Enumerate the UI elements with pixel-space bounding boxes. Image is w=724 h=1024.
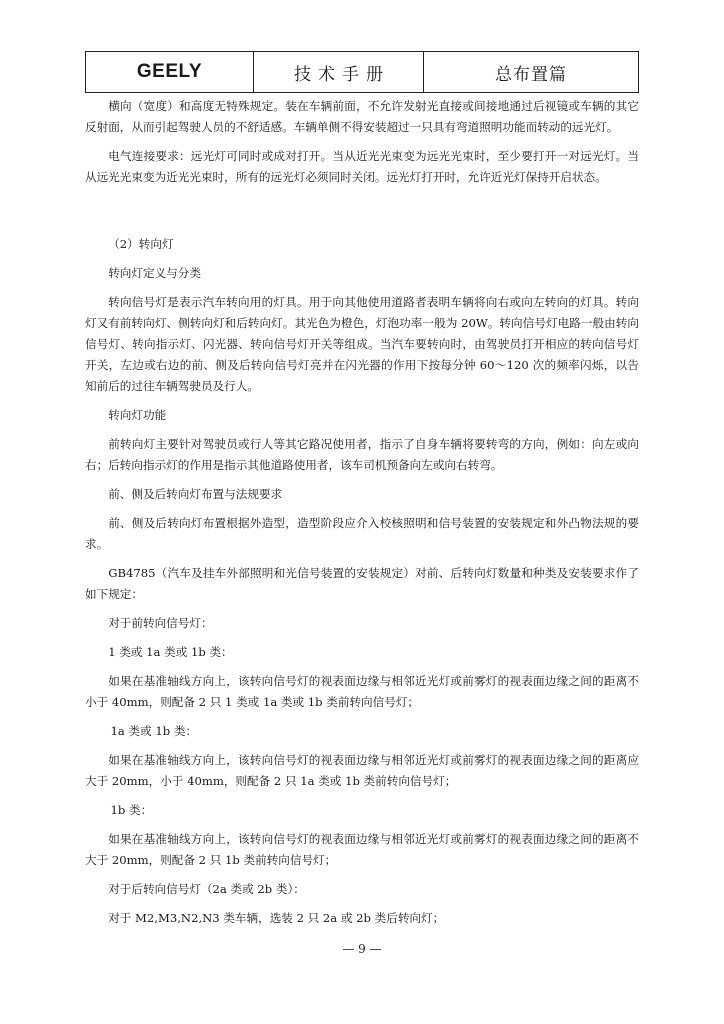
page-number: — 9 — [342,942,382,956]
paragraph: 对于 M2,M3,N2,N3 类车辆，选装 2 只 2a 或 2b 类后转向灯； [108,911,445,925]
paragraph: 转向信号灯是表示汽车转向用的灯具。用于向其他使用道路者表明车辆将向右或向左转向的灯具。转向灯又有前转向灯、侧转向灯和后转向灯。其光色为橙色，灯泡功率一般为 20W。转向信号灯电路一般由转向信号灯、转向指示灯、闪光器、转向信号灯开关等组成。当汽车要转向时，由驾驶员打开相应的转向信号灯开关，左边或右边的前、侧及后转向信号灯亮并在闪光器的作用下按每分钟 60～120 次的频率闪烁，以告知前后的过往车辆驾驶员及行人。 [85,295,639,393]
paragraph: 1 类或 1a 类或 1b 类： [108,645,233,659]
sub-heading: 前、侧及后转向灯布置与法规要求 [108,487,283,501]
paragraph: 1a 类或 1b 类： [110,724,198,738]
section-title: 总布置篇 [495,64,567,85]
sub-heading: 转向灯定义与分类 [108,266,201,280]
section-heading: （2）转向灯 [108,237,174,251]
paragraph: 如果在基准轴线方向上，该转向信号灯的视表面边缘与相邻近光灯或前雾灯的视表面边缘之间的距离不大于 20mm，则配备 2 只 1b 类前转向信号灯； [85,832,639,867]
sub-heading: 转向灯功能 [108,408,167,422]
body-text [85,96,639,937]
paragraph: 如果在基准轴线方向上，该转向信号灯的视表面边缘与相邻近光灯或前雾灯的视表面边缘之间的距离不小于 40mm，则配备 2 只 1 类或 1a 类或 1b 类前转向信号灯； [85,674,639,709]
brand-logo: GEELY [86,52,254,92]
paragraph: 前、侧及后转向灯布置根据外造型，造型阶段应介入校核照明和信号装置的安装规定和外凸物法规的要求。 [85,516,639,551]
paragraph: 横向（宽度）和高度无特殊规定。装在车辆前面，不允许发射光直接或间接地通过后视镜或车辆的其它反射面，从而引起驾驶人员的不舒适感。车辆单侧不得安装超过一只具有弯道照明功能而转动的远光灯。 [85,99,639,134]
paragraph: 电气连接要求：远光灯可同时或成对打开。当从近光光束变为远光光束时，至少要打开一对远光灯。当从远光光束变为近光光束时，所有的远光灯必须同时关闭。远光灯打开时，允许近光灯保持开启状态。 [85,149,639,184]
paragraph: 对于后转向信号灯（2a 类或 2b 类）： [108,882,305,896]
header-table [85,51,639,93]
paragraph: 1b 类： [110,803,153,817]
manual-title: 技术手册 [254,52,424,92]
paragraph: 前转向灯主要针对驾驶员或行人等其它路况使用者，指示了自身车辆将要转弯的方向，例如：向左或向右；后转向指示灯的作用是指示其他道路使用者，该车司机预备向左或向右转弯。 [85,437,639,472]
paragraph: GB4785（汽车及挂车外部照明和光信号装置的安装规定）对前、后转向灯数量和种类及安装要求作了如下规定： [85,566,639,601]
paragraph: 如果在基准轴线方向上，该转向信号灯的视表面边缘与相邻近光灯或前雾灯的视表面边缘之间的距离应大于 20mm，小于 40mm，则配备 2 只 1a 类或 1b 类前转向信号灯； [85,753,639,788]
paragraph: 对于前转向信号灯： [108,616,213,630]
